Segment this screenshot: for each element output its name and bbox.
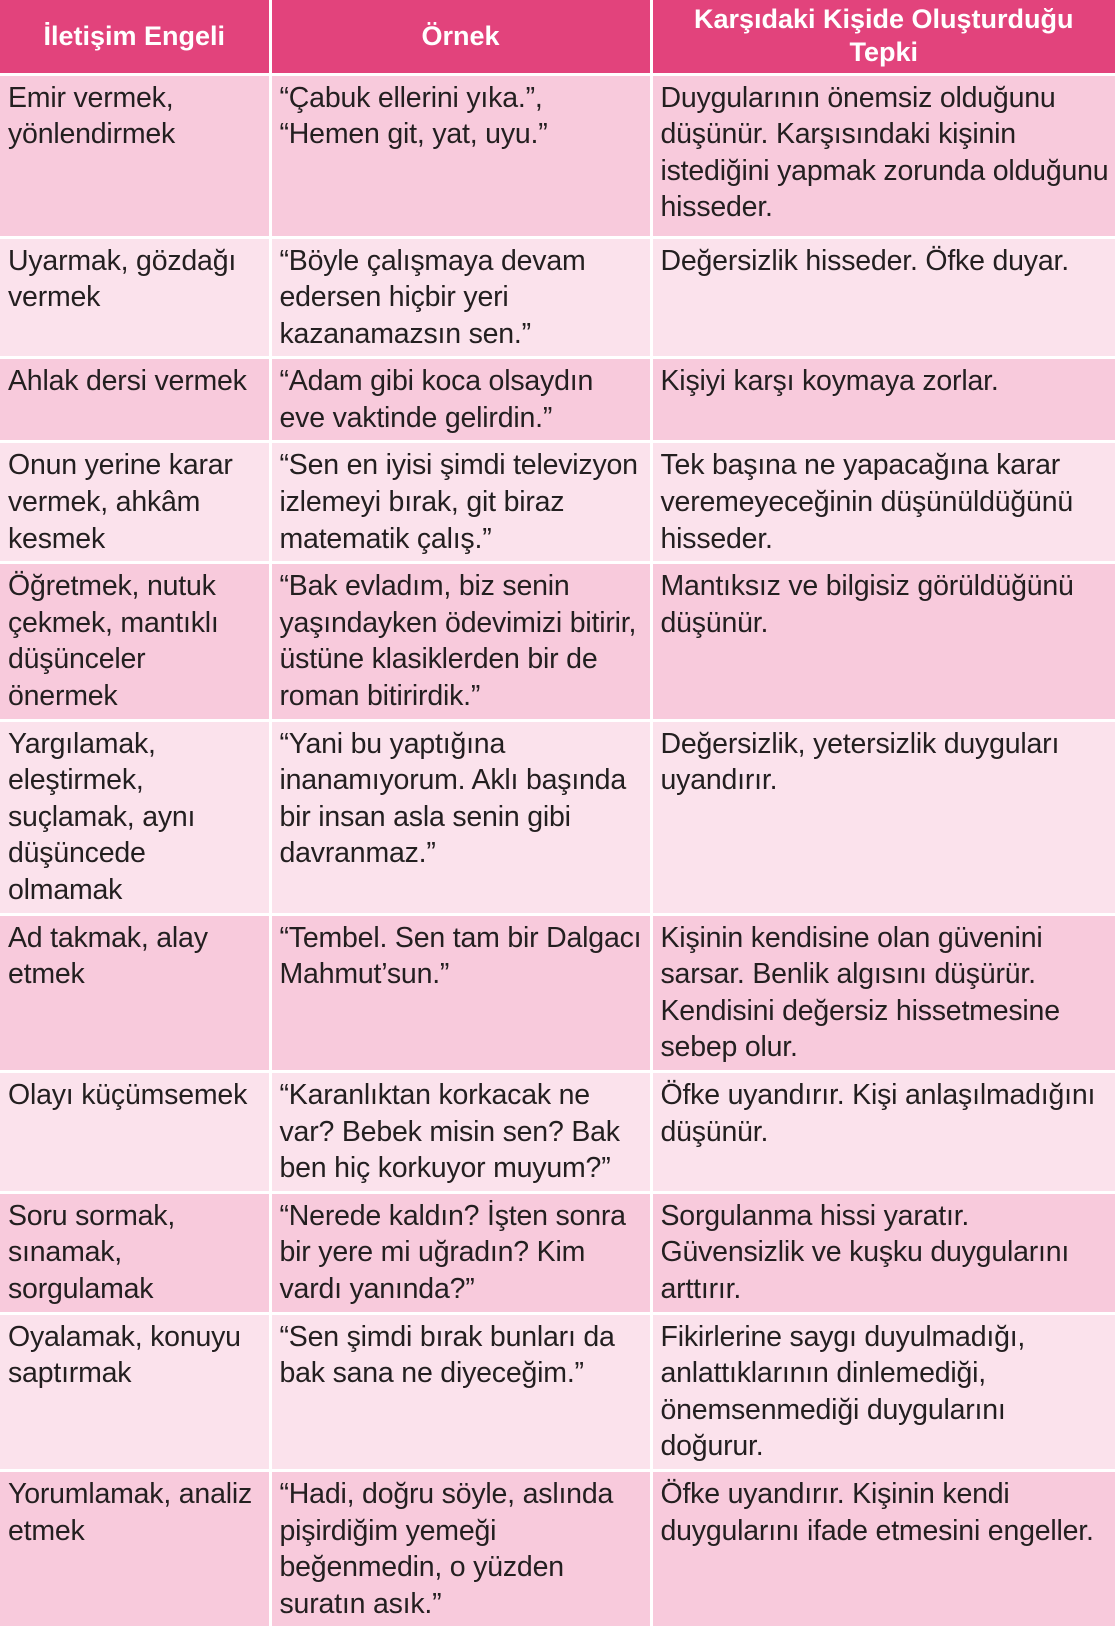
reaction-text: Tek başına ne yapacağına karar veremeyeceğinin düşünüldüğünü hisseder. (660, 449, 1074, 555)
table-row (0, 1313, 1115, 1470)
example-cell (270, 1071, 651, 1192)
reaction-text: Kişinin kendisine olan güvenini sarsar. Benlik algısını düşürür. Kendisini değersiz hissetmesine sebep olur. (660, 921, 1060, 1064)
barrier-cell (0, 237, 270, 358)
barrier-cell (0, 442, 270, 563)
example-text: “Sen şimdi bırak bunları da bak sana ne diyeceğim.” (279, 1320, 615, 1390)
example-text: “Bak evladım, biz senin yaşındayken ödevimizi bitirir, üstüne klasiklerden bir de roman bitirirdik.” (279, 570, 637, 713)
example-cell (270, 74, 651, 237)
example-cell (270, 442, 651, 563)
example-text: “Nerede kaldın? İşten sonra bir yere mi uğradın? Kim vardı yanında?” (279, 1199, 626, 1305)
reaction-text: Değersizlik hisseder. Öfke duyar. (660, 244, 1069, 277)
barrier-text: Yorumlamak, analiz etmek (8, 1477, 253, 1547)
barrier-text: Onun yerine karar vermek, ahkâm kesmek (8, 449, 233, 555)
table-row (0, 442, 1115, 563)
example-cell (270, 563, 651, 720)
reaction-cell (651, 720, 1115, 914)
barrier-text: Oyalamak, konuyu saptırmak (8, 1320, 241, 1390)
table-header-row (0, 0, 1115, 74)
barrier-cell (0, 1071, 270, 1192)
reaction-cell (651, 237, 1115, 358)
reaction-cell (651, 358, 1115, 442)
example-text: “Çabuk ellerini yıka.”, “Hemen git, yat, uyu.” (279, 81, 548, 151)
reaction-cell (651, 1313, 1115, 1470)
example-cell (270, 1313, 651, 1470)
table-row (0, 74, 1115, 237)
example-text: “Adam gibi koca olsaydın eve vaktinde gelirdin.” (279, 365, 594, 434)
barrier-cell (0, 914, 270, 1071)
example-cell (270, 720, 651, 914)
reaction-text: Değersizlik, yetersizlik duyguları uyandırır. (660, 727, 1060, 797)
example-cell (270, 914, 651, 1071)
barrier-text: Olayı küçümsemek (8, 1078, 248, 1111)
header-reaction: Karşıdaki Kişide Oluşturduğu Tepki (651, 0, 1115, 74)
table-row (0, 1470, 1115, 1627)
example-text: “Sen en iyisi şimdi televizyon izlemeyi bırak, git biraz matematik çalış.” (279, 449, 638, 555)
barrier-text: Ahlak dersi vermek (8, 365, 247, 398)
reaction-text: Öfke uyandırır. Kişinin kendi duygularını ifade etmesini engeller. (660, 1477, 1094, 1547)
table-row (0, 914, 1115, 1071)
example-cell (270, 237, 651, 358)
table-row (0, 237, 1115, 358)
example-text: “Hadi, doğru söyle, aslında pişirdiğim yemeği beğenmedin, o yüzden suratın asık.” (279, 1477, 614, 1620)
table-row (0, 1192, 1115, 1313)
reaction-cell (651, 1470, 1115, 1627)
reaction-cell (651, 74, 1115, 237)
barrier-cell (0, 358, 270, 442)
barrier-text: Uyarmak, gözdağı vermek (8, 244, 237, 314)
table-row (0, 720, 1115, 914)
reaction-cell (651, 442, 1115, 563)
table-row (0, 1071, 1115, 1192)
example-cell (270, 1470, 651, 1627)
barrier-text: Öğretmek, nutuk çekmek, mantıklı düşünceler önermek (8, 570, 219, 713)
barrier-cell (0, 74, 270, 237)
header-example: Örnek (270, 0, 651, 74)
reaction-text: Duygularının önemsiz olduğunu düşünür. Karşısındaki kişinin istediğini yapmak zorunda olduğunu hisseder. (660, 81, 1109, 224)
example-text: “Karanlıktan korkacak ne var? Bebek misin sen? Bak ben hiç korkuyor muyum?” (279, 1078, 620, 1185)
header-barrier: İletişim Engeli (0, 0, 270, 74)
example-text: “Tembel. Sen tam bir Dalgacı Mahmut’sun.” (279, 921, 642, 991)
barrier-cell (0, 720, 270, 914)
reaction-text: Fikirlerine saygı duyulmadığı, anlattıklarının dinlemediği, önemsenmediği duygularını doğurur. (660, 1320, 1026, 1463)
barrier-cell (0, 1470, 270, 1627)
barrier-text: Emir vermek, yönlendirmek (8, 81, 176, 151)
barrier-cell (0, 1192, 270, 1313)
example-cell (270, 1192, 651, 1313)
example-cell (270, 358, 651, 442)
reaction-text: Kişiyi karşı koymaya zorlar. (660, 365, 999, 398)
table-row (0, 358, 1115, 442)
reaction-cell (651, 563, 1115, 720)
barrier-text: Soru sormak, sınamak, sorgulamak (8, 1199, 176, 1305)
reaction-cell (651, 914, 1115, 1071)
barrier-cell (0, 1313, 270, 1470)
reaction-text: Sorgulanma hissi yaratır. Güvensizlik ve kuşku duygularını arttırır. (660, 1199, 1070, 1305)
barrier-cell (0, 563, 270, 720)
reaction-text: Mantıksız ve bilgisiz görüldüğünü düşünür. (660, 570, 1074, 639)
reaction-text: Öfke uyandırır. Kişi anlaşılmadığını düşünür. (660, 1078, 1096, 1148)
example-text: “Böyle çalışmaya devam edersen hiçbir yeri kazanamazsın sen.” (279, 244, 586, 350)
table-row (0, 563, 1115, 720)
reaction-cell (651, 1071, 1115, 1192)
reaction-cell (651, 1192, 1115, 1313)
barrier-text: Yargılamak, eleştirmek, suçlamak, aynı düşüncede olmamak (8, 727, 196, 906)
barrier-text: Ad takmak, alay etmek (8, 921, 208, 991)
example-text: “Yani bu yaptığına inanamıyorum. Aklı başında bir insan asla senin gibi davranmaz.” (279, 727, 626, 870)
